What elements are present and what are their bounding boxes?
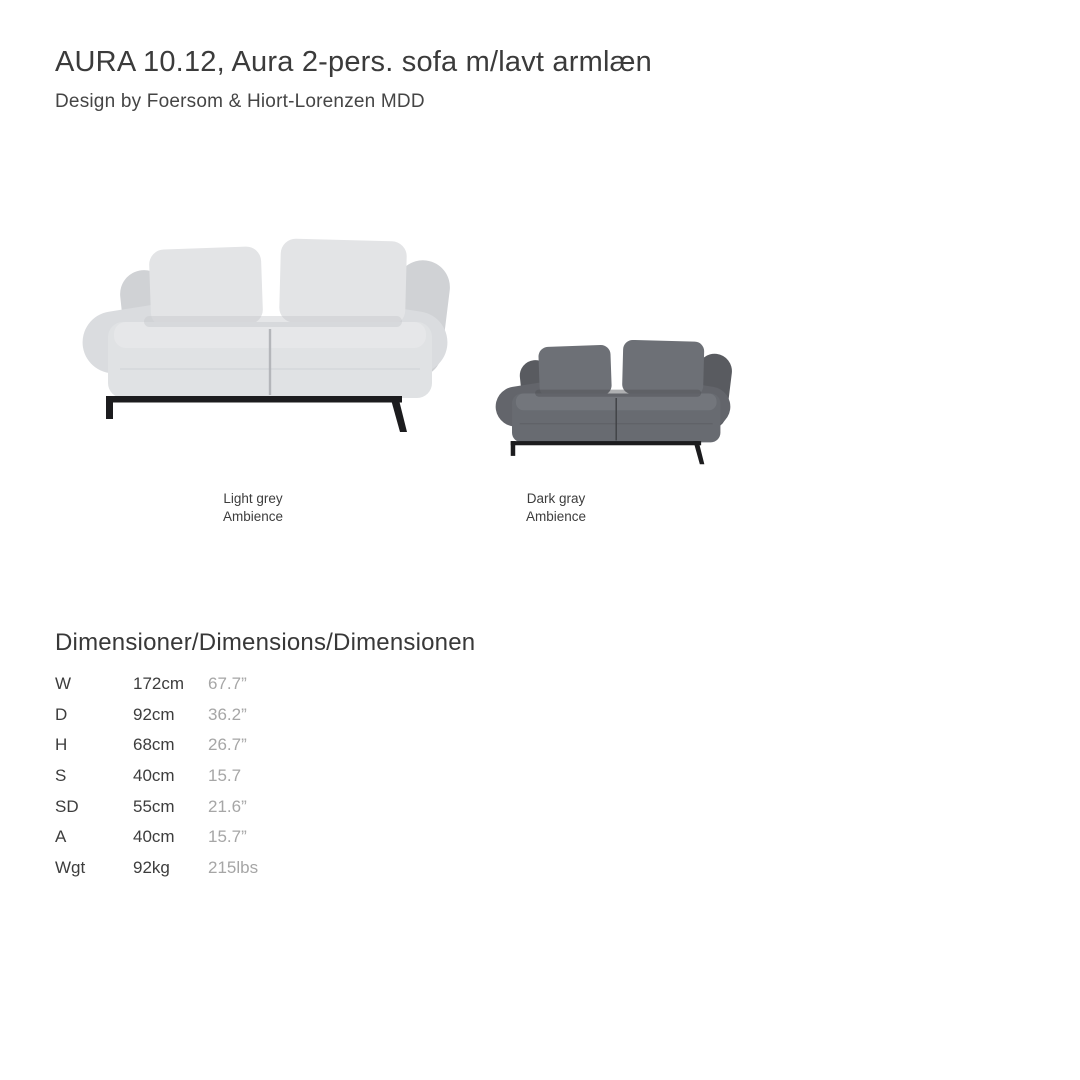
- dimension-metric-value: 172cm: [133, 674, 185, 694]
- dimension-metric-value: 68cm: [133, 735, 175, 755]
- leg-bar: [511, 441, 701, 445]
- dimension-label: A: [55, 827, 67, 847]
- leg-right: [390, 396, 407, 432]
- variant-color-label: Light grey: [223, 491, 283, 506]
- sofa-image-light-grey: [80, 236, 450, 436]
- dimension-metric-value: 92cm: [133, 704, 175, 724]
- back-cushion-right: [279, 238, 407, 325]
- dimension-metric-value: 55cm: [133, 796, 175, 816]
- seat-divider: [615, 398, 617, 440]
- dimension-label: W: [55, 674, 72, 694]
- dimension-imperial-value: 36.2”: [208, 704, 247, 724]
- dimension-row-wgt: [55, 853, 415, 884]
- dimension-imperial-value: 15.7”: [208, 827, 247, 847]
- variant-caption-light-grey: [183, 490, 323, 525]
- leg-left: [511, 441, 516, 456]
- leg-right: [693, 441, 704, 464]
- dimension-metric-value: 92kg: [133, 857, 170, 877]
- dimension-label: H: [55, 735, 68, 755]
- sofa-illustration-light-grey: [80, 236, 450, 436]
- variant-color-label: Dark gray: [526, 491, 586, 506]
- dimension-row-sd: [55, 791, 415, 822]
- dimensions-heading: Dimensioner/Dimensions/Dimensionen: [55, 629, 476, 656]
- cushion-contact-shadow: [535, 390, 701, 397]
- back-cushion-left: [538, 345, 612, 398]
- dimension-imperial-value: 15.7: [208, 766, 242, 786]
- dimension-row-h: [55, 730, 415, 761]
- dimension-row-d: [55, 700, 415, 731]
- dimension-metric-value: 40cm: [133, 827, 175, 847]
- cushion-contact-shadow: [144, 316, 402, 327]
- sofa-illustration-dark-gray: [494, 338, 732, 467]
- seat-front-crease: [520, 423, 713, 424]
- variant-fabric-label: Ambience: [222, 508, 284, 524]
- dimension-label: SD: [55, 796, 79, 816]
- dimensions-table: [55, 669, 415, 883]
- sofa-image-dark-gray: [494, 338, 732, 467]
- dimension-row-a: [55, 822, 415, 853]
- metal-legs: [511, 441, 705, 464]
- dimension-label: D: [55, 704, 68, 724]
- variant-fabric-label: Ambience: [525, 508, 587, 524]
- dimension-imperial-value: 215lbs: [208, 857, 259, 877]
- variant-caption-dark-gray: [486, 490, 626, 525]
- metal-legs: [106, 396, 407, 432]
- leg-left: [106, 396, 113, 419]
- back-cushion-right: [622, 340, 704, 396]
- dimension-label: Wgt: [55, 857, 86, 877]
- seat-front-crease: [120, 368, 420, 370]
- dimension-row-w: [55, 669, 415, 700]
- dimension-label: S: [55, 766, 67, 786]
- dimension-imperial-value: 26.7”: [208, 735, 247, 755]
- seat-divider: [269, 329, 271, 395]
- dimension-metric-value: 40cm: [133, 766, 175, 786]
- dimension-row-s: [55, 761, 415, 792]
- back-cushion-left: [149, 246, 264, 328]
- page-title: AURA 10.12, Aura 2-pers. sofa m/lavt armlæn: [55, 46, 652, 78]
- dimension-imperial-value: 21.6”: [208, 796, 247, 816]
- designer-credit: Design by Foersom & Hiort-Lorenzen MDD: [55, 91, 425, 112]
- dimension-imperial-value: 67.7”: [208, 674, 247, 694]
- leg-bar: [106, 396, 402, 403]
